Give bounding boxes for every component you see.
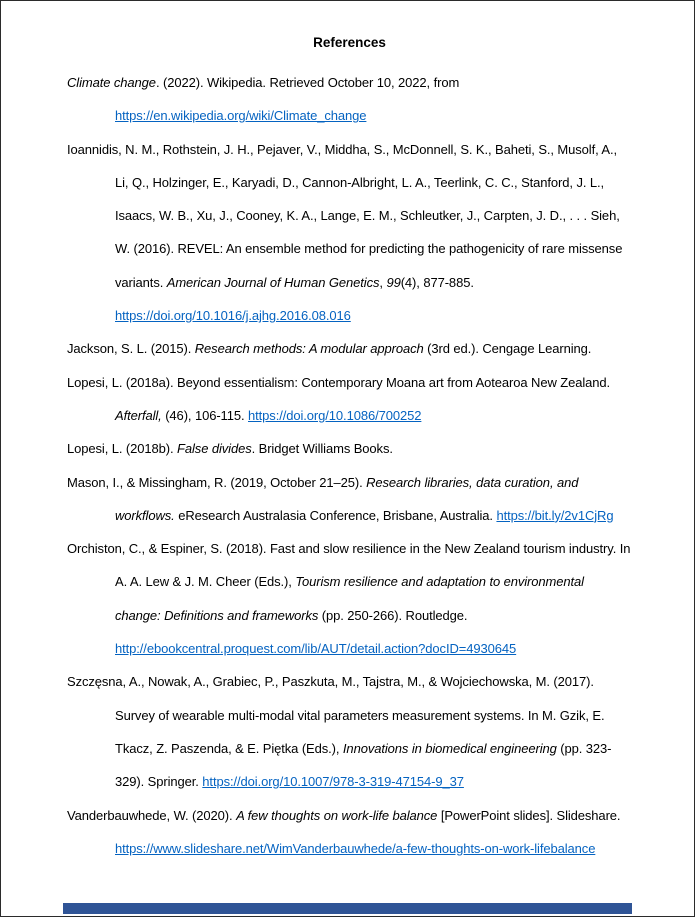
- reference-text: Tourism resilience and adaptation to environmental change: Definitions and frameworks: [115, 574, 584, 623]
- bottom-blue-bar: [63, 903, 632, 914]
- reference-text: American Journal of Human Genetics: [166, 274, 380, 290]
- reference-text: (4), 877-885.: [400, 274, 474, 290]
- reference-text: Vanderbauwhede, W. (2020).: [67, 807, 237, 823]
- reference-text: Research libraries, data curation, and workflows.: [115, 474, 579, 523]
- reference-text: . (2022). Wikipedia. Retrieved October 10, 2022, from: [155, 75, 460, 90]
- reference-text: Research methods: A modular approach: [194, 341, 424, 357]
- reference-text: Afterfall,: [115, 407, 162, 423]
- reference-entry: [67, 665, 632, 798]
- reference-entry: [67, 366, 632, 433]
- reference-text: Szczęsna, A., Nowak, A., Grabiec, P., Paszkuta, M., Tajstra, M., & Wojciechowska, M. (2017). Survey of wearable multi-modal vital parameters measurement systems. In M. Gzik, E. Tkacz, Z. Paszenda, & E. Piętka (Eds.),: [67, 674, 605, 756]
- reference-entry: [67, 133, 632, 333]
- reference-text: [PowerPoint slides]. Slideshare.: [437, 807, 621, 823]
- reference-entry: [67, 332, 632, 365]
- reference-entry: [67, 799, 632, 866]
- reference-text: Jackson, S. L. (2015).: [67, 341, 195, 357]
- reference-entry: [67, 466, 632, 533]
- reference-text: (46), 106-115.: [161, 407, 249, 423]
- reference-link[interactable]: http://ebookcentral.proquest.com/lib/AUT/detail.action?docID=4930645: [115, 641, 517, 657]
- reference-text: Lopesi, L. (2018a). Beyond essentialism: Contemporary Moana art from Aotearoa New Zealand.: [67, 374, 611, 390]
- reference-text: . Bridget Williams Books.: [251, 441, 393, 457]
- reference-text: A few thoughts on work-life balance: [236, 807, 438, 823]
- reference-text: Orchiston, C., & Espiner, S. (2018). Fast and slow resilience in the New Zealand tourism industry. In A. A. Lew & J. M. Cheer (Eds.),: [67, 541, 631, 590]
- reference-link[interactable]: https://doi.org/10.1016/j.ajhg.2016.08.016: [115, 308, 351, 324]
- reference-text: Climate change: [67, 75, 156, 90]
- reference-text: 99: [386, 274, 401, 290]
- reference-link[interactable]: https://doi.org/10.1007/978-3-319-47154-9_37: [202, 774, 464, 790]
- reference-link[interactable]: https://bit.ly/2v1CjRg: [496, 507, 614, 523]
- reference-text: ,: [379, 274, 387, 290]
- reference-link[interactable]: https://en.wikipedia.org/wiki/Climate_change: [115, 108, 367, 124]
- reference-text: eResearch Australasia Conference, Brisbane, Australia.: [174, 507, 497, 523]
- reference-text: Mason, I., & Missingham, R. (2019, October 21–25).: [67, 474, 367, 490]
- reference-link[interactable]: https://doi.org/10.1086/700252: [248, 407, 422, 423]
- reference-list: [67, 66, 632, 865]
- reference-entry: [67, 432, 632, 465]
- reference-text: Ioannidis, N. M., Rothstein, J. H., Pejaver, V., Middha, S., McDonnell, S. K., Baheti, S., Musolf, A., Li, Q., Holzinger, E., Karyadi, D., Cannon-Albright, L. A., Teerlink, C. C., Stanford, J. L., Isaacs, W. B., Xu, J., Cooney, K. A., Lange, E. M., Schleutker, J., Carpten, J. D., . . . Sieh, W. (2016). REVEL: An ensemble method for predicting the pathogenicity of rare missense variants.: [67, 141, 623, 290]
- reference-text: (pp. 323-329). Springer.: [115, 740, 612, 790]
- reference-entry: [67, 532, 632, 665]
- reference-link[interactable]: https://www.slideshare.net/WimVanderbauwhede/a-few-thoughts-on-work-lifebalance: [115, 840, 596, 856]
- reference-text: (3rd ed.). Cengage Learning.: [423, 341, 592, 357]
- page-title: References: [313, 35, 386, 50]
- reference-text: (pp. 250-266). Routledge.: [318, 607, 468, 623]
- reference-entry: [67, 66, 632, 133]
- reference-text: Lopesi, L. (2018b).: [67, 441, 178, 457]
- reference-text: Innovations in biomedical engineering: [342, 740, 557, 756]
- reference-text: False divides: [177, 441, 252, 457]
